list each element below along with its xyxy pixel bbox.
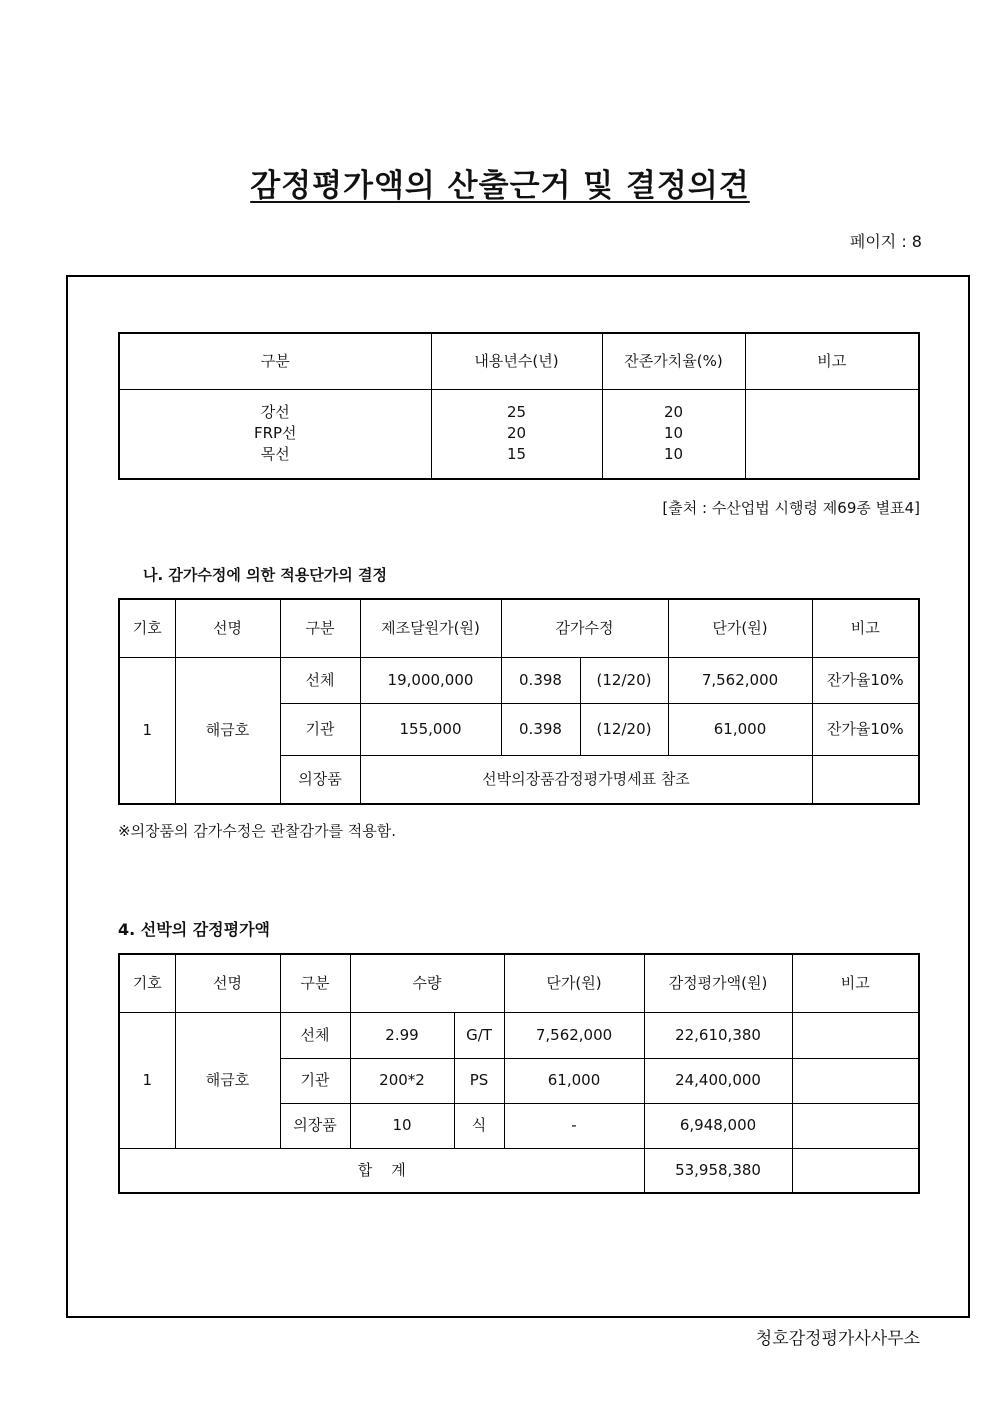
ratio-cell: (12/20) [580, 657, 668, 703]
header-cell: 감정평가액(원) [644, 954, 792, 1012]
useful-life-table [118, 332, 920, 480]
unit-price-cell: 7,562,000 [668, 657, 812, 703]
header-cell: 구분 [280, 954, 350, 1012]
cell-value: 10 [663, 445, 684, 464]
part-cell: 기관 [280, 1058, 350, 1103]
cost-cell: 155,000 [360, 703, 501, 755]
header-cell: 비고 [745, 333, 919, 389]
part-cell: 선체 [280, 657, 360, 703]
cell-value: 15 [506, 445, 527, 464]
cell-value: 강선 [260, 403, 290, 422]
header-cell: 선명 [175, 954, 280, 1012]
unit-price-cell: 61,000 [668, 703, 812, 755]
rate-cell [602, 389, 745, 479]
qty-cell: 2.99 [350, 1012, 454, 1058]
section-heading: 4. 선박의 감정평가액 [118, 920, 270, 939]
part-cell: 의장품 [280, 755, 360, 804]
valuation-table [118, 953, 920, 1194]
note-cell [792, 1148, 919, 1193]
header-cell: 구분 [119, 333, 431, 389]
header-cell: 내용년수(년) [431, 333, 602, 389]
cell-value: 20 [663, 403, 684, 422]
note-cell [812, 755, 919, 804]
factor-cell: 0.398 [501, 657, 580, 703]
equipment-reference: 선박의장품감정평가명세표 참조 [360, 755, 812, 804]
note-cell: 잔가율10% [812, 703, 919, 755]
cell-value: 목선 [260, 445, 290, 464]
header-cell: 수량 [350, 954, 504, 1012]
unit-price-cell: 61,000 [504, 1058, 644, 1103]
page-title: 감정평가액의 산출근거 및 결정의견 [250, 168, 750, 204]
ship-name: 해금호 [175, 1012, 280, 1148]
type-cell [119, 389, 431, 479]
depreciation-note: ※의장품의 감가수정은 관찰감가를 적용함. [118, 822, 396, 840]
years-cell [431, 389, 602, 479]
header-cell: 비고 [812, 599, 919, 657]
qty-cell: 10 [350, 1103, 454, 1148]
header-cell: 선명 [175, 599, 280, 657]
ship-name: 해금호 [175, 657, 280, 804]
part-cell: 의장품 [280, 1103, 350, 1148]
qty-cell: 200*2 [350, 1058, 454, 1103]
part-cell: 기관 [280, 703, 360, 755]
header-cell: 기호 [119, 599, 175, 657]
total-amount: 53,958,380 [644, 1148, 792, 1193]
note-cell [792, 1058, 919, 1103]
total-label: 합 계 [119, 1148, 644, 1193]
ship-number: 1 [119, 1012, 175, 1148]
amount-cell: 22,610,380 [644, 1012, 792, 1058]
note-cell: 잔가율10% [812, 657, 919, 703]
unit-cell: PS [454, 1058, 504, 1103]
ship-number: 1 [119, 657, 175, 804]
header-cell: 비고 [792, 954, 919, 1012]
unit-cell: 식 [454, 1103, 504, 1148]
page-number: 페이지 : 8 [849, 232, 922, 251]
cell-value: 20 [506, 424, 527, 443]
cell-value: 25 [506, 403, 527, 422]
unit-price-cell: 7,562,000 [504, 1012, 644, 1058]
unit-price-cell: - [504, 1103, 644, 1148]
note-cell [745, 389, 919, 479]
cell-value: 10 [663, 424, 684, 443]
note-cell [792, 1103, 919, 1148]
unit-cell: G/T [454, 1012, 504, 1058]
amount-cell: 6,948,000 [644, 1103, 792, 1148]
header-cell: 잔존가치율(%) [602, 333, 745, 389]
depreciation-table [118, 598, 920, 805]
amount-cell: 24,400,000 [644, 1058, 792, 1103]
header-cell: 제조달원가(원) [360, 599, 501, 657]
ratio-cell: (12/20) [580, 703, 668, 755]
header-cell: 단가(원) [668, 599, 812, 657]
note-cell [792, 1012, 919, 1058]
factor-cell: 0.398 [501, 703, 580, 755]
office-name: 청호감정평가사사무소 [755, 1329, 920, 1349]
part-cell: 선체 [280, 1012, 350, 1058]
header-cell: 구분 [280, 599, 360, 657]
cell-value: FRP선 [253, 424, 297, 443]
section-heading: 나. 감가수정에 의한 적용단가의 결정 [143, 566, 387, 584]
header-cell: 단가(원) [504, 954, 644, 1012]
source-note: [출처 : 수산업법 시행령 제69종 별표4] [662, 499, 920, 517]
cost-cell: 19,000,000 [360, 657, 501, 703]
header-cell: 감가수정 [501, 599, 668, 657]
header-cell: 기호 [119, 954, 175, 1012]
